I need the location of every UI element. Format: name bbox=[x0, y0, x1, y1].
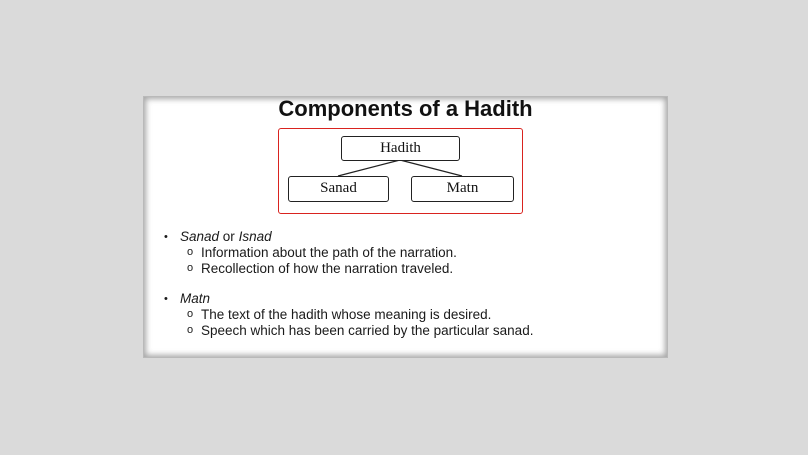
sub-bullet-icon: o bbox=[187, 323, 194, 336]
list-item bbox=[164, 261, 659, 277]
sub-bullet-icon: o bbox=[187, 308, 194, 320]
term-connector: or bbox=[219, 229, 239, 244]
slide bbox=[144, 97, 667, 357]
sub-bullet-icon: o bbox=[187, 246, 194, 258]
term-matn: Matn bbox=[180, 291, 211, 306]
list-item bbox=[164, 291, 659, 307]
bullet-group-sanad bbox=[164, 229, 659, 276]
list-item bbox=[164, 307, 659, 323]
bullet-dot-icon: • bbox=[164, 293, 168, 305]
connector-hadith-sanad bbox=[338, 160, 400, 176]
term-isnad: Isnad bbox=[238, 229, 272, 244]
slide-title: Components of a Hadith bbox=[278, 97, 533, 121]
bullet-dot-icon: • bbox=[164, 231, 168, 243]
node-sanad: Sanad bbox=[288, 176, 389, 202]
sub-item-text: Speech which has been carried by the particular sanad. bbox=[201, 322, 534, 338]
sub-item-text: Recollection of how the narration traveled. bbox=[201, 260, 454, 276]
sub-item-text: Information about the path of the narration. bbox=[201, 245, 457, 260]
hadith-diagram-frame bbox=[278, 128, 523, 214]
list-item bbox=[164, 323, 659, 339]
bullet-group-matn bbox=[164, 291, 659, 338]
node-hadith: Hadith bbox=[341, 136, 460, 161]
term-sanad: Sanad bbox=[180, 229, 220, 244]
sub-item-text: The text of the hadith whose meaning is desired. bbox=[201, 307, 492, 322]
connector-hadith-matn bbox=[400, 160, 462, 176]
bullet-list bbox=[164, 229, 659, 353]
list-item bbox=[164, 245, 659, 261]
sub-bullet-icon: o bbox=[187, 261, 194, 274]
node-matn: Matn bbox=[411, 176, 514, 202]
list-item bbox=[164, 229, 659, 245]
